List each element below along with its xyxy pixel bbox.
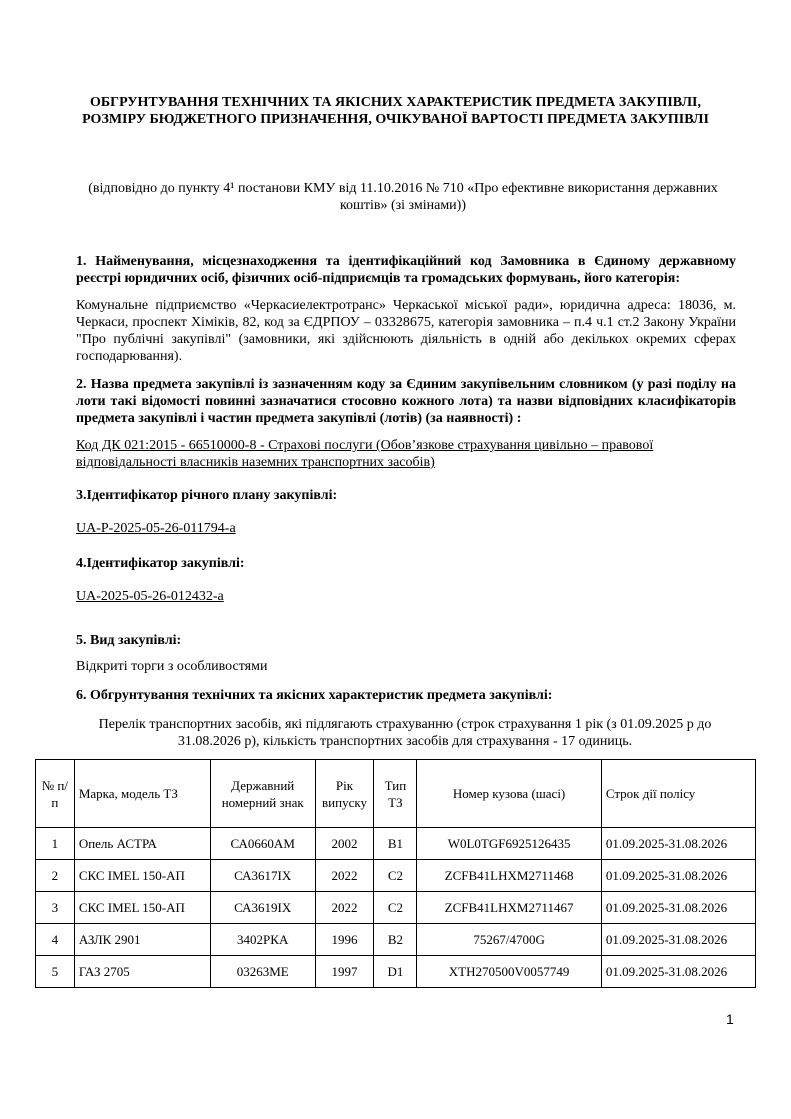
header-model: Марка, модель ТЗ — [74, 760, 210, 828]
section5-heading: 5. Вид закупівлі: — [76, 633, 182, 648]
cell-type: С2 — [374, 892, 417, 924]
page-number: 1 — [726, 1011, 734, 1027]
cell-policy-term: 01.09.2025-31.08.2026 — [601, 924, 755, 956]
section1-heading: 1. Найменування, місцезнаходження та ідентифікаційний код Замовника в Єдиному державному реєстрі юридичних осіб, фізичних осіб-підприємців та громадських формувань, його категорія: — [76, 254, 736, 286]
section1-text: Комунальне підприємство «Черкасиелектротранс» Черкаської міської ради», юридична адреса: 18036, м. Черкаси, проспект Хіміків, 82, код за ЄДРПОУ – 03328675, категорія замовника – п.4 ч.1 ст.2 Закону України "Про публічні закупівлі" (замовники, які здійснюють діяльність в одній або декількох окремих сферах господарювання). — [76, 298, 736, 364]
document-title: ОБГРУНТУВАННЯ ТЕХНІЧНИХ ТА ЯКІСНИХ ХАРАКТЕРИСТИК ПРЕДМЕТА ЗАКУПІВЛІ, РОЗМІРУ БЮДЖЕТНОГО ПРИЗНАЧЕННЯ, ОЧІКУВАНОЇ ВАРТОСТІ ПРЕДМЕТА ЗАКУПІВЛІ — [82, 95, 709, 127]
cell-policy-term: 01.09.2025-31.08.2026 — [601, 956, 755, 988]
table-header-row — [36, 760, 756, 828]
cell-body-number: ZCFB41LHXM2711468 — [417, 860, 602, 892]
header-year: Рік випуску — [315, 760, 374, 828]
cell-year: 1996 — [315, 924, 374, 956]
section4-heading: 4.Ідентифікатор закупівлі: — [76, 556, 245, 571]
header-type: Тип ТЗ — [374, 760, 417, 828]
cell-type: D1 — [374, 956, 417, 988]
cell-policy-term: 01.09.2025-31.08.2026 — [601, 828, 755, 860]
header-plate: Державний номерний знак — [210, 760, 315, 828]
table-row — [36, 828, 756, 860]
section6-text: Перелік транспортних засобів, які підлягають страхуванню (строк страхування 1 рік (з 01.09.2025 р до 31.08.2026 р), кількість транспортних засобів для страхування - 17 одиниць. — [98, 717, 712, 749]
cell-type: В2 — [374, 924, 417, 956]
table-row — [36, 860, 756, 892]
cell-model: СКС IMEL 150-АП — [74, 860, 210, 892]
cell-plate: СА0660АМ — [210, 828, 315, 860]
header-policy-term: Строк дії полісу — [601, 760, 755, 828]
cell-model: СКС IMEL 150-АП — [74, 892, 210, 924]
cell-body-number: XTH270500V0057749 — [417, 956, 602, 988]
cell-plate: СА3619ІХ — [210, 892, 315, 924]
table-row — [36, 956, 756, 988]
section2-text: Код ДК 021:2015 - 66510000-8 - Страхові послуги (Обов’язкове страхування цивільно – правової відповідальності власників наземних транспортних засобів) — [76, 438, 654, 470]
table-row — [36, 924, 756, 956]
cell-year: 2002 — [315, 828, 374, 860]
cell-policy-term: 01.09.2025-31.08.2026 — [601, 860, 755, 892]
cell-type: В1 — [374, 828, 417, 860]
cell-model: АЗЛК 2901 — [74, 924, 210, 956]
cell-policy-term: 01.09.2025-31.08.2026 — [601, 892, 755, 924]
cell-body-number: ZCFB41LHXM2711467 — [417, 892, 602, 924]
section5-text: Відкриті торги з особливостями — [76, 659, 268, 674]
cell-body-number: W0L0TGF6925126435 — [417, 828, 602, 860]
cell-number: 3 — [36, 892, 75, 924]
cell-number: 4 — [36, 924, 75, 956]
cell-year: 2022 — [315, 892, 374, 924]
cell-plate: 03263МЕ — [210, 956, 315, 988]
vehicles-table — [35, 759, 756, 988]
cell-number: 2 — [36, 860, 75, 892]
cell-body-number: 75267/4700G — [417, 924, 602, 956]
section3-text: UA-P-2025-05-26-011794-a — [76, 521, 236, 536]
section2-heading: 2. Назва предмета закупівлі із зазначенням коду за Єдиним закупівельним словником (у разі поділу на лоти такі відомості повинні зазначатися стосовно кожного лота) та назви відповідних класифікаторів предмета закупівлі і частин предмета закупівлі (лотів) (за наявності) : — [76, 377, 736, 426]
cell-year: 1997 — [315, 956, 374, 988]
cell-model: ГАЗ 2705 — [74, 956, 210, 988]
cell-year: 2022 — [315, 860, 374, 892]
cell-plate: СА3617ІХ — [210, 860, 315, 892]
cell-number: 5 — [36, 956, 75, 988]
section4-text: UA-2025-05-26-012432-a — [76, 589, 224, 604]
header-number: № п/п — [36, 760, 75, 828]
cell-number: 1 — [36, 828, 75, 860]
cell-plate: 3402РКА — [210, 924, 315, 956]
table-row — [36, 892, 756, 924]
document-subtitle: (відповідно до пункту 4¹ постанови КМУ від 11.10.2016 № 710 «Про ефективне використання державних коштів» (зі змінами)) — [88, 181, 718, 213]
header-body-number: Номер кузова (шасі) — [417, 760, 602, 828]
section3-heading: 3.Ідентифікатор річного плану закупівлі: — [76, 488, 338, 503]
cell-model: Опель АСТРА — [74, 828, 210, 860]
cell-type: С2 — [374, 860, 417, 892]
section6-heading: 6. Обгрунтування технічних та якісних характеристик предмета закупівлі: — [76, 688, 553, 703]
